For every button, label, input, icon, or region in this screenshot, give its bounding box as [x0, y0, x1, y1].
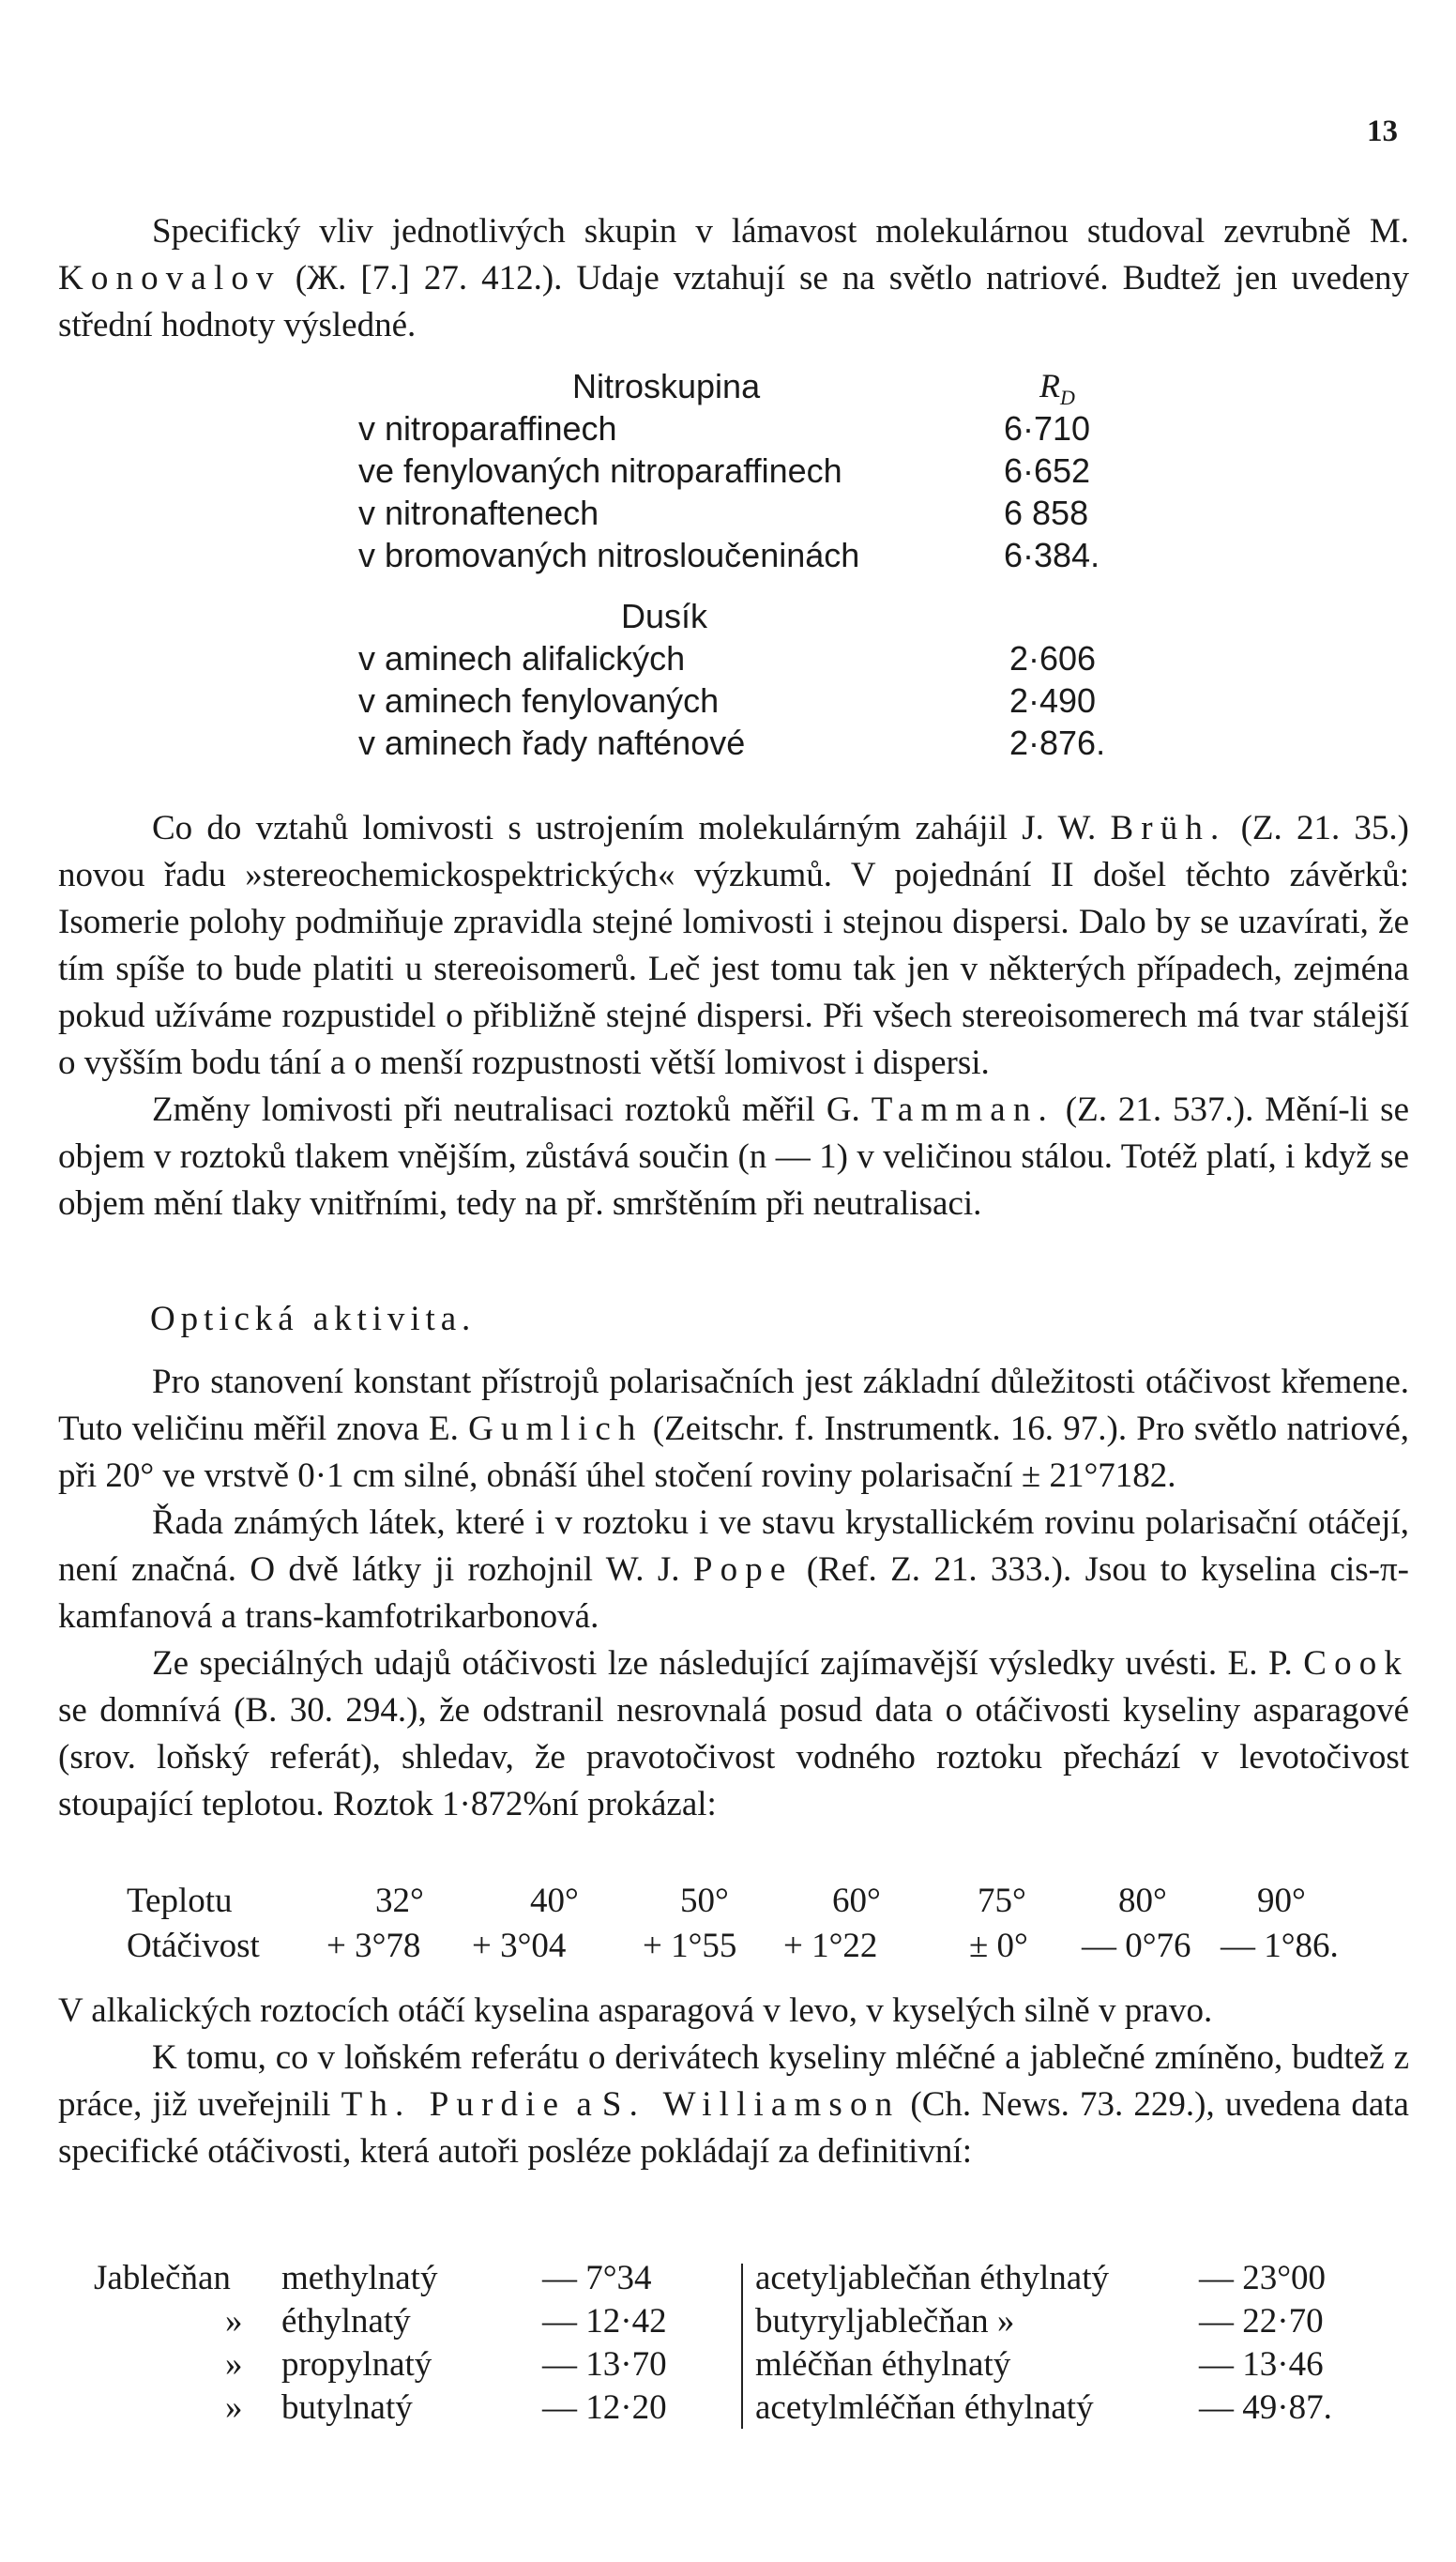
section-title: Optická aktivita. — [150, 1300, 477, 1338]
author-tamman: Tamman. — [871, 1090, 1054, 1129]
rotation-table: Teplotu 32° 40° 50° 60° 75° 80° 90° Otáčivost + 3°78 + 3°04 + 1°55 + 1°22 ± 0° — 0°76 — 1°86. — [127, 1882, 1339, 1965]
table-row: v bromovaných nitrosloučeninách 6·384. — [358, 536, 1100, 574]
refraction-table — [358, 365, 1128, 764]
table-row: v nitroparaffinech 6·710 — [358, 409, 1091, 448]
row-label-teplotu: Teplotu — [127, 1882, 233, 1920]
author-gumlich: Gumlich — [468, 1410, 644, 1448]
page-number: 13 — [1367, 114, 1398, 148]
table-header-nitroskupina: Nitroskupina — [572, 367, 761, 405]
specific-rotation-table: Jablečňan methylnatý — 7°34 » éthylnatý — 12·42 » propylnatý — 13·70 » butylnatý — 12·20 acetyljablečňan éthylnatý — 23°00 butyryljablečňan » — 22·70 mléčňan éthylnatý — 13·46 acetylmléčňan éthylnatý — 49·87. — [94, 2259, 1332, 2427]
author-konovalov: Konovalov — [58, 259, 281, 297]
author-pope: Pope — [692, 1550, 794, 1589]
author-purdie: Th. Purdie — [341, 2085, 567, 2124]
paragraph-optical: Pro stanovení konstant přístrojů polarisačních jest základní důležitosti otáčivost křemene. Tuto veličinu měřil znova E. Gumlich (Zeitschr. f. Instrumentk. 16. 97.). Pro světlo natriové, při 20° ve vrstvě 0·1 cm silné, obnáší úhel stočení roviny polarisační ± 21°7182. Řada známých látek, které i v roztoku i ve stavu krystallickém rovinu polarisační otáčejí, není značná. O dvě látky ji rozhojnil W. J. Pope (Ref. Z. 21. 333.). Jsou to kyselina cis-π-kamfanová a trans-kamfotrikarbonová. Ze speciálných udajů otáčivosti lze následující zajímavější výsledky uvésti. E. P. Cook se domnívá (B. 30. 294.), že odstranil nesrovnalá posud data o otáčivosti kyseliny asparagové (srov. loňský referát), shledav, že pravotočivost vodného roztoku přechází v levotočivost stoupající teplotou. Roztok 1·872%ní prokázal: — [58, 1363, 1409, 1823]
paragraph-intro — [58, 208, 1409, 349]
row-label-otacivost: Otáčivost — [127, 1927, 260, 1965]
table-header-rd: $R_D$ — [1039, 367, 1075, 410]
table-subheader-dusik: Dusík — [621, 597, 708, 635]
table-row: v aminech řady nafténové 2·876. — [358, 724, 1106, 762]
author-williamson: S. Williamson — [601, 2085, 901, 2124]
column-separator — [741, 2264, 743, 2429]
table-row: v aminech fenylovaných 2·490 — [358, 681, 1097, 720]
table-row: v aminech alifalických 2·606 — [358, 639, 1097, 678]
table-row: v nitronaftenech 6 858 — [358, 494, 1089, 532]
table-row: ve fenylovaných nitroparaffinech 6·652 — [358, 451, 1091, 490]
paragraph-bruhl: Co do vztahů lomivosti s ustrojením molekulárným zahájil J. W. Brüh. (Z. 21. 35.) novou řadu »stereochemickospektrických« výzkumů. V pojednání II došel těchto závěrků: Isomerie polohy podmiňuje zpravidla stejné lomivosti i stejnou dispersi. Dalo by se uzavírati, že tím spíše to bude platiti u stereoisomerů. Leč jest tomu tak jen v některých případech, zejména pokud užíváme rozpustidel o přibližně stejné dispersi. Při všech stereoisomerech má tvar stálejší o vyšším bodu tání a o menší rozpustnosti větší lomivost i dispersi. Změny lomivosti při neutralisaci roztoků měřil G. Tamman. (Z. 21. 537.). Mění-li se objem v roztoků tlakem vnějším, zůstává součin (n — 1) v veličinou stálou. Totéž platí, i když se objem mění tlaky vnitřními, tedy na př. smrštěním při neutralisaci. — [58, 809, 1409, 1223]
table-subheader-row — [358, 595, 1128, 637]
paragraph-alkaline: V alkalických roztocích otáčí kyselina asparagová v levo, v kyselých silně v pravo. K tomu, co v loňském referátu o derivátech kyseliny mléčné a jablečné zmíněno, budtež z práce, již uveřejnili Th. Purdie a S. Williamson (Ch. News. 73. 229.), uvedena data specifické otáčivosti, která autoři posléze pokládají za definitivní: — [58, 1991, 1409, 2171]
intro-text-1: Specifický vliv jednotlivých skupin v lámavost molekulárnou studoval zevrubně M. — [152, 212, 1409, 251]
table-header-row — [358, 365, 1128, 410]
author-cook: Cook — [1303, 1644, 1409, 1683]
author-bruhl: Brüh. — [1110, 809, 1227, 847]
intro-text-2: (Ж. [7.] 27. 412.). Udaje vztahují se na světlo natriové. Budtež jen uvedeny střední hodnoty výsledné. — [58, 259, 1409, 344]
